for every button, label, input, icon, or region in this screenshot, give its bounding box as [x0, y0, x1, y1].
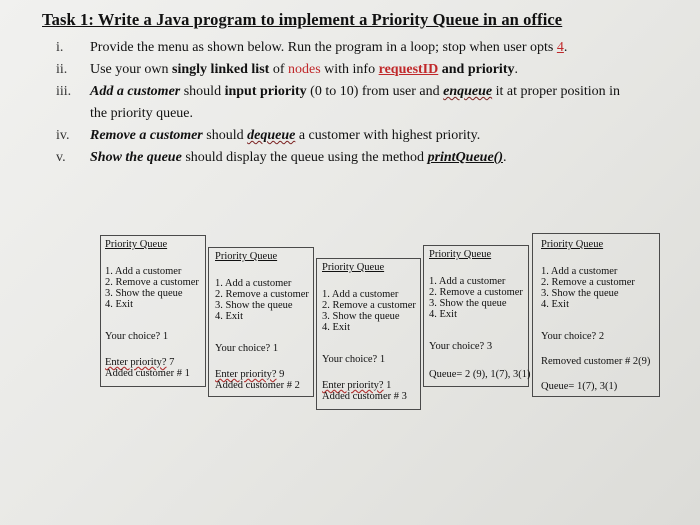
console-box-1	[100, 235, 206, 387]
prompt-line	[215, 369, 284, 381]
list-item	[56, 40, 656, 62]
menu-option: 2. Remove a customer	[105, 277, 199, 288]
text-run: Add a customer	[90, 84, 181, 99]
task-title: Task 1: Write a Java program to implement a Priority Queue in an office	[42, 10, 563, 29]
choice-line: Your choice? 1	[215, 343, 279, 354]
text-run: Show the queue	[90, 150, 182, 165]
result-line: Added customer # 2	[215, 380, 300, 391]
menu-option: 1. Add a customer	[322, 289, 399, 300]
text-run: nodes	[287, 62, 321, 77]
request-id-highlight: requestID	[378, 62, 439, 77]
choice-line: Your choice? 1	[322, 354, 386, 365]
queue-line: Queue= 2 (9), 1(7), 3(1)	[429, 369, 531, 380]
menu-option: 1. Add a customer	[429, 276, 506, 287]
menu-option: 2. Remove a customer	[429, 287, 523, 298]
text-run: and priority	[438, 62, 515, 77]
list-item-continuation	[56, 106, 656, 128]
text-run: the priority queue.	[90, 106, 194, 121]
menu-option: 3. Show the queue	[429, 298, 507, 309]
item-number: i.	[56, 40, 64, 55]
prompt-value: 9	[276, 369, 285, 380]
list-item	[56, 62, 656, 84]
list-item	[56, 128, 656, 150]
menu-option: 4. Exit	[215, 311, 243, 322]
prompt-text: Enter priority?	[105, 357, 167, 368]
choice-line: Your choice? 2	[541, 331, 605, 342]
menu-option: 4. Exit	[541, 299, 569, 310]
item-number: iv.	[56, 128, 70, 143]
menu-header: Priority Queue	[541, 239, 604, 250]
method-name: printQueue()	[427, 150, 504, 165]
menu-option: 3. Show the queue	[215, 300, 293, 311]
text-run: dequeue	[247, 128, 296, 143]
result-line: Added customer # 1	[105, 368, 190, 379]
text-run: .	[503, 150, 507, 165]
menu-option: 2. Remove a customer	[541, 277, 635, 288]
console-box-4	[423, 245, 529, 387]
item-text	[90, 150, 507, 166]
console-box-2	[208, 247, 314, 397]
text-run: (0 to 10) from user and	[306, 84, 444, 99]
text-run: it at proper position in	[492, 84, 621, 99]
menu-option: 1. Add a customer	[105, 266, 182, 277]
menu-option: 2. Remove a customer	[215, 289, 309, 300]
menu-option: 3. Show the queue	[105, 288, 183, 299]
choice-line: Your choice? 1	[105, 331, 169, 342]
text-run: should	[180, 84, 225, 99]
choice-line: Your choice? 3	[429, 341, 493, 352]
menu-option: 1. Add a customer	[215, 278, 292, 289]
text-run: input priority	[224, 84, 307, 99]
text-run: should	[202, 128, 248, 143]
text-run: Remove a customer	[90, 128, 203, 143]
menu-option: 3. Show the queue	[322, 311, 400, 322]
menu-option: 4. Exit	[322, 322, 350, 333]
list-item	[56, 84, 656, 106]
text-run: should display the queue using the method	[181, 150, 428, 165]
list-item	[56, 150, 656, 172]
prompt-text: Enter priority?	[322, 380, 384, 391]
menu-option: 1. Add a customer	[541, 266, 618, 277]
text-run: Use your own	[90, 62, 173, 77]
menu-header: Priority Queue	[215, 251, 278, 262]
removed-line: Removed customer # 2(9)	[541, 356, 651, 367]
prompt-text: Enter priority?	[215, 369, 277, 380]
console-box-3	[316, 258, 421, 410]
text-run: singly linked list	[172, 62, 270, 77]
item-text	[90, 62, 518, 78]
prompt-line	[322, 380, 391, 392]
prompt-value: 1	[383, 380, 392, 391]
item-number: v.	[56, 150, 66, 165]
item-number: ii.	[56, 62, 68, 77]
prompt-line	[105, 357, 174, 369]
console-box-5	[532, 233, 660, 397]
menu-option: 2. Remove a customer	[322, 300, 416, 311]
result-line: Added customer # 3	[322, 391, 407, 402]
menu-option: 4. Exit	[429, 309, 457, 320]
text-run: .	[514, 62, 518, 77]
requirements-list	[56, 40, 656, 172]
text-run: enqueue	[443, 84, 493, 99]
text-run: of	[269, 62, 288, 77]
exit-option-highlight: 4	[556, 40, 564, 55]
text-run: with info	[320, 62, 379, 77]
menu-header: Priority Queue	[322, 262, 385, 273]
prompt-value: 7	[166, 357, 175, 368]
item-text	[90, 84, 620, 100]
menu-header: Priority Queue	[429, 249, 492, 260]
text-run: a customer with highest priority.	[295, 128, 481, 143]
menu-option: 3. Show the queue	[541, 288, 619, 299]
text-run: .	[563, 40, 568, 55]
menu-header: Priority Queue	[105, 239, 168, 250]
item-number: iii.	[56, 84, 72, 99]
text-run: Provide the menu as shown below. Run the program in a loop; stop when user opts	[90, 40, 557, 55]
item-text	[90, 128, 480, 144]
queue-line: Queue= 1(7), 3(1)	[541, 381, 618, 392]
menu-option: 4. Exit	[105, 299, 133, 310]
item-text	[90, 40, 567, 56]
